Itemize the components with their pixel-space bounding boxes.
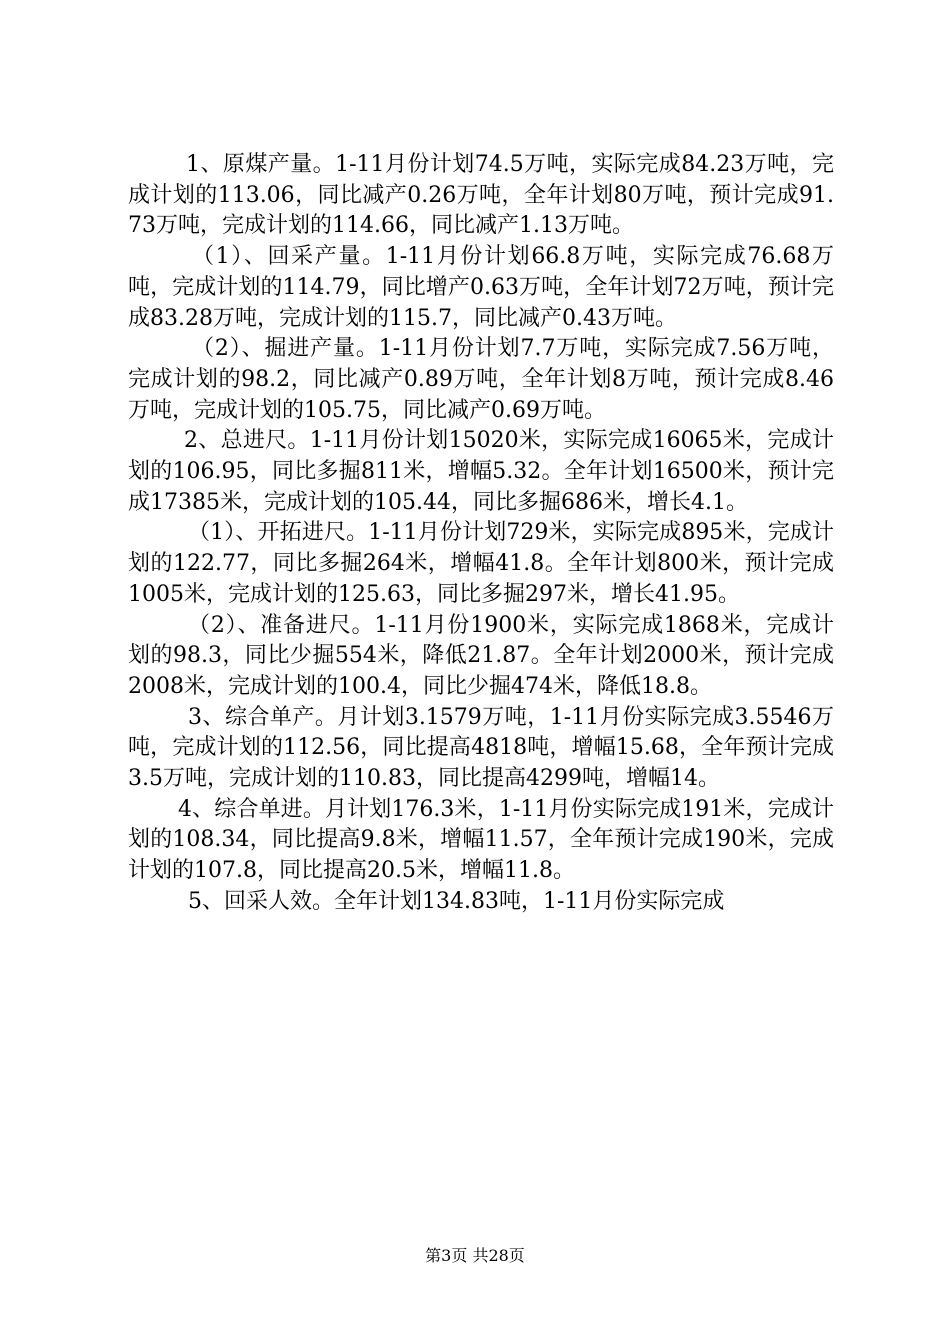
- paragraph-tunneling-output: （2）、掘进产量。1-11月份计划7.7万吨，实际完成7.56万吨，完成计划的98.2，同比减产0.89万吨，全年计划8万吨，预计完成8.46万吨，完成计划的105.75，同比减产0.69万吨。: [128, 336, 834, 423]
- paragraph-coal-output: 1、原煤产量。1-11月份计划74.5万吨，实际完成84.23万吨，完成计划的113.06，同比减产0.26万吨，全年计划80万吨，预计完成91.73万吨，完成计划的114.66，同比减产1.13万吨。: [128, 152, 834, 239]
- document-body: [128, 150, 834, 918]
- paragraph-unit-footage: 4、综合单进。月计划176.3米，1-11月份实际完成191米，完成计划的108.34，同比提高9.8米，增幅11.57，全年预计完成190米，完成计划的107.8，同比提高20.5米，增幅11.8。: [128, 796, 834, 884]
- paragraph-development-footage: （1）、开拓进尺。1-11月份计划729米，实际完成895米，完成计划的122.77，同比多掘264米，增幅41.8。全年计划800米，预计完成1005米，完成计划的125.63，同比多掘297米，增长41.95。: [128, 520, 834, 607]
- page-number-footer: 第3页 共28页: [425, 1246, 525, 1265]
- paragraph-mining-efficiency: 5、回采人效。全年计划134.83吨，1-11月份实际完成: [188, 888, 725, 914]
- paragraph-total-footage: 2、总进尺。1-11月份计划15020米，实际完成16065米，完成计划的106.95，同比多掘811米，增幅5.32。全年计划16500米，预计完成17385米，完成计划的105.44，同比多掘686米，增长4.1。: [128, 428, 834, 515]
- paragraph-mining-output: （1）、回采产量。1-11月份计划66.8万吨，实际完成76.68万吨，完成计划的114.79，同比增产0.63万吨，全年计划72万吨，预计完成83.28万吨，完成计划的115.7，同比减产0.43万吨。: [128, 244, 834, 331]
- paragraph-unit-output: 3、综合单产。月计划3.1579万吨，1-11月份实际完成3.5546万吨，完成计划的112.56，同比提高4818吨，增幅15.68，全年预计完成3.5万吨，完成计划的110.83，同比提高4299吨，增幅14。: [128, 704, 834, 792]
- paragraph-preparation-footage: （2）、准备进尺。1-11月份1900米，实际完成1868米，完成计划的98.3，同比少掘554米，降低21.87。全年计划2000米，预计完成2008米，完成计划的100.4，同比少掘474米，降低18.8。: [128, 612, 834, 699]
